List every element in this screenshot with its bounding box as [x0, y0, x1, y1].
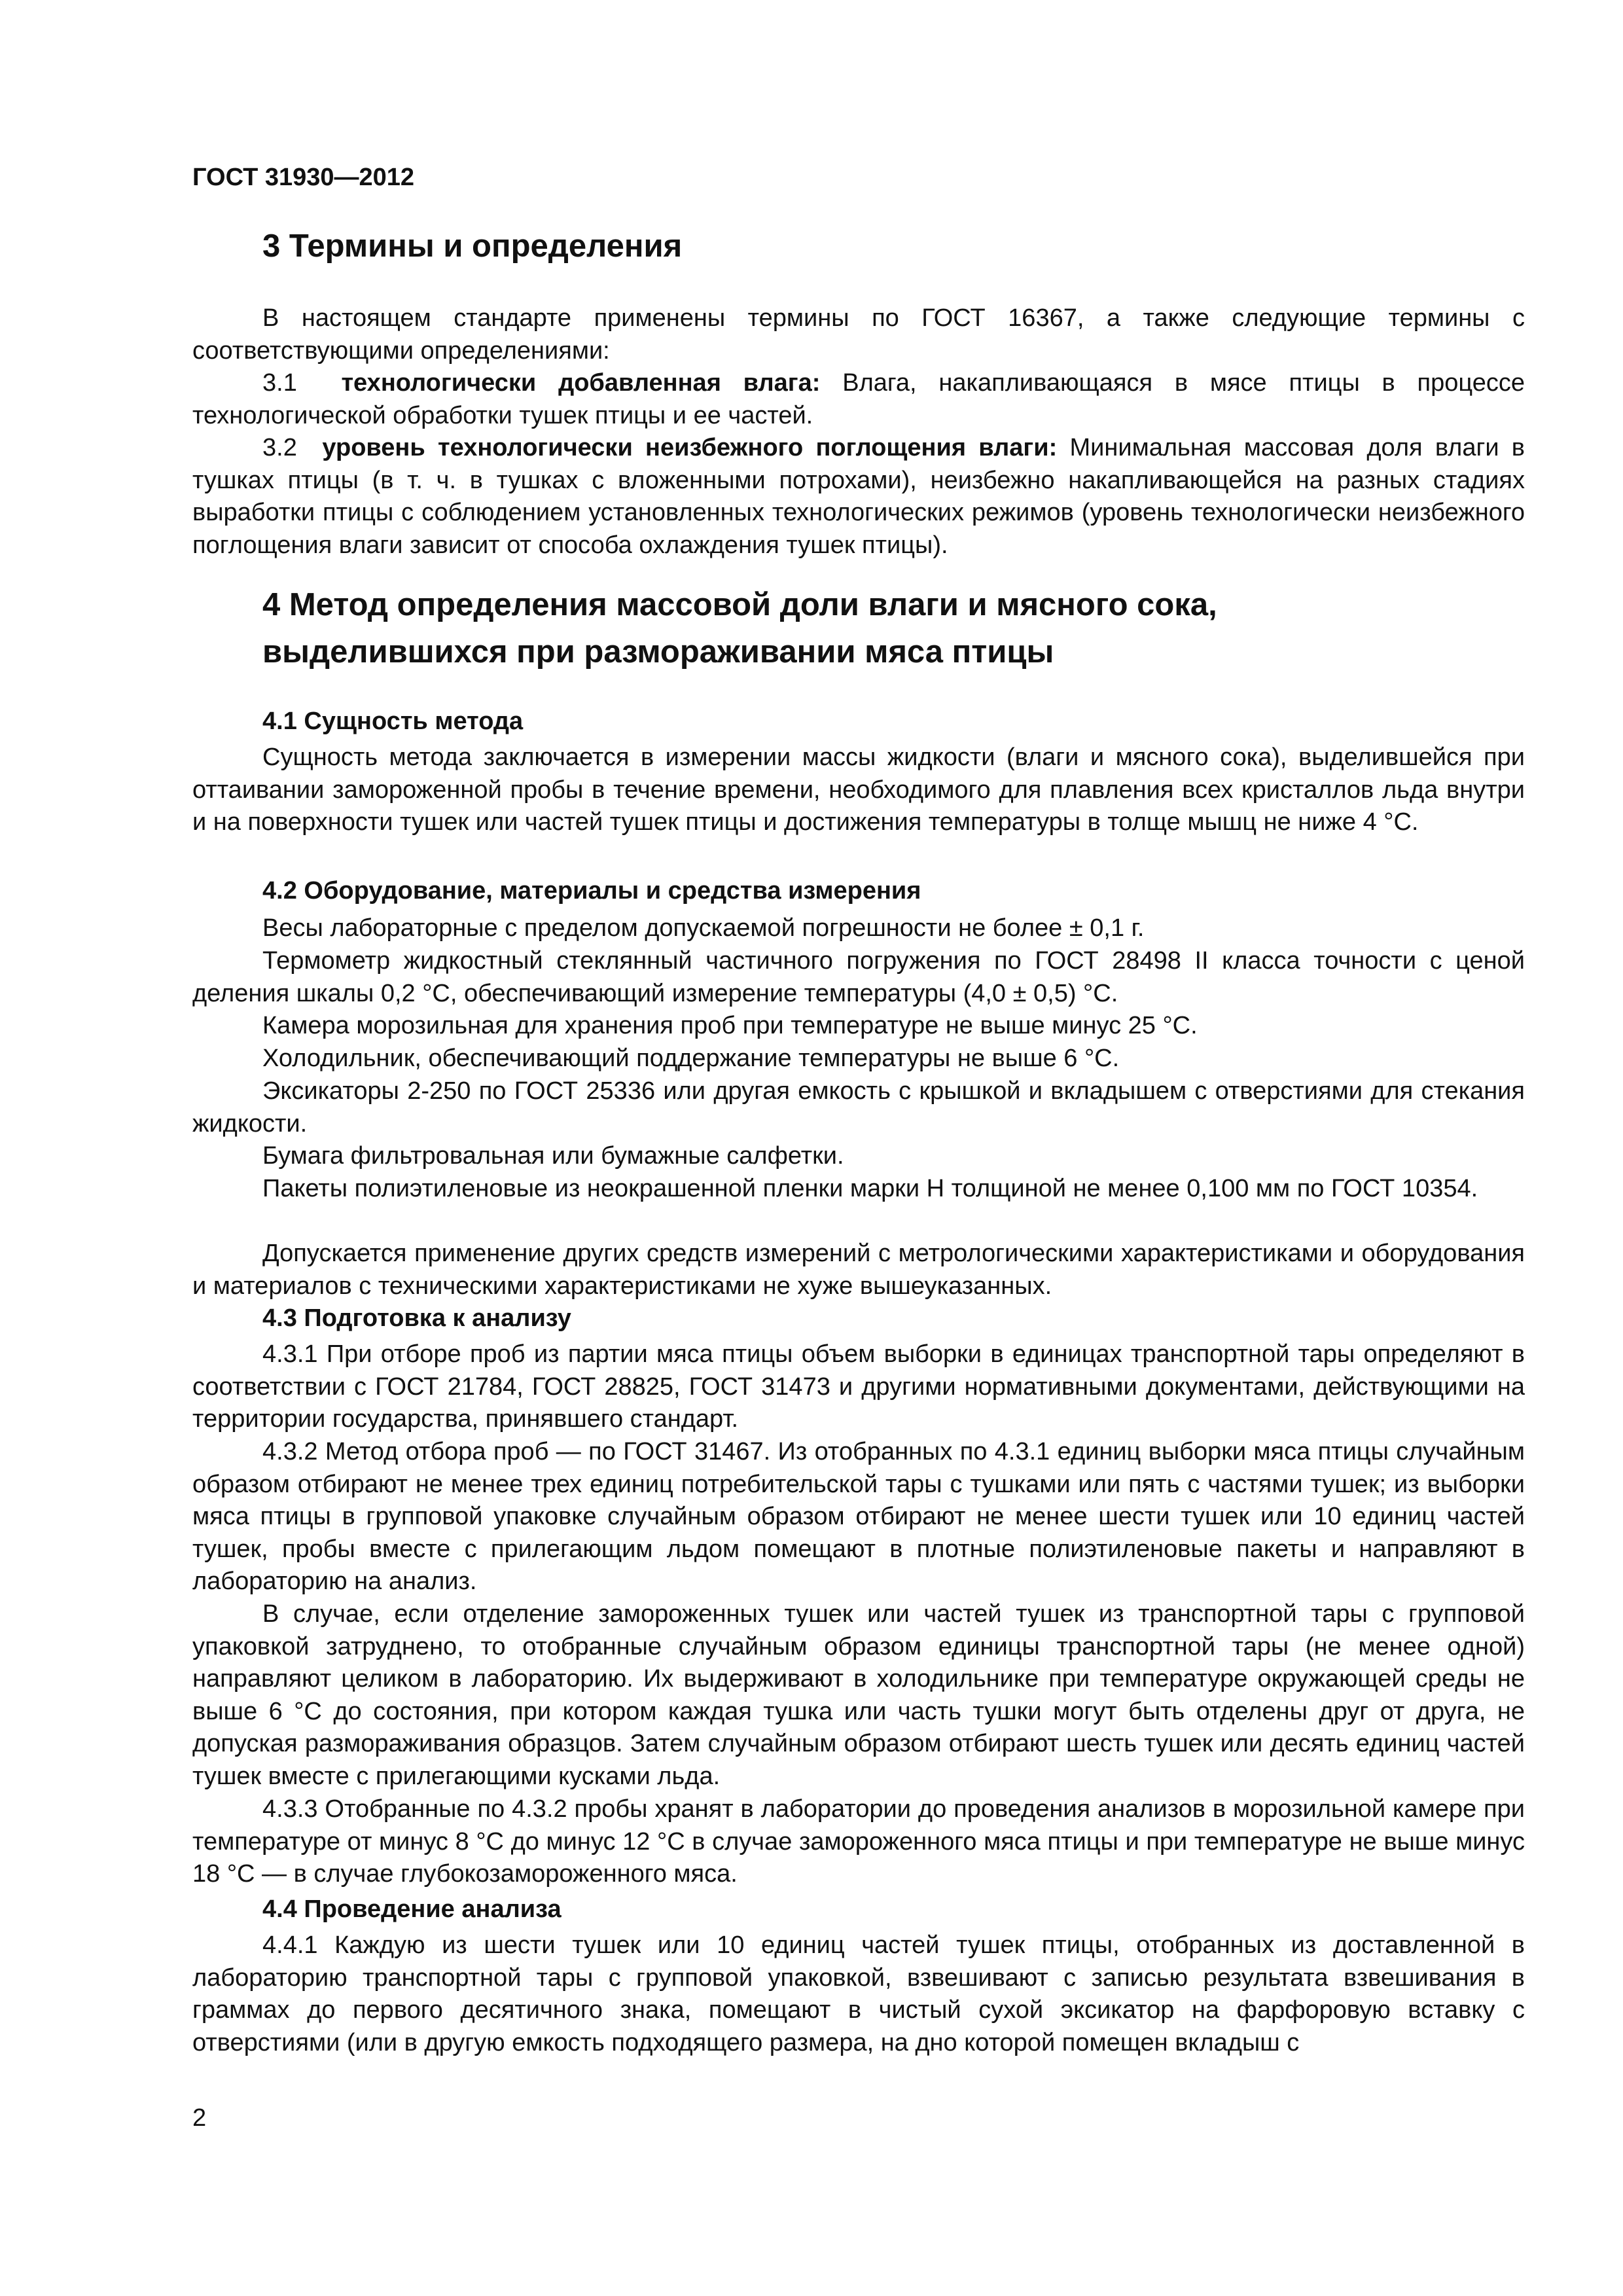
- paragraph-4-4-1: 4.4.1 Каждую из шести тушек или 10 единиц частей тушек птицы, отобранных из доставленной в лабораторию транспортной тары с групповой упаковкой, взвешивают с записью результата взвешивания в граммах до первого десятичного знака, помещают в чистый сухой эксикатор на фарфоровую вставку с отверстиями (или в другую емкость подходящего размера, на дно которой помещен вкладыш с: [192, 1931, 1525, 2056]
- section-4-title: [262, 581, 1571, 675]
- section-4-title-line1: 4 Метод определения массовой доли влаги и мясного сока,: [262, 587, 1217, 622]
- definition-term: уровень технологически неизбежного поглощения влаги:: [322, 434, 1058, 461]
- section-3-intro: В настоящем стандарте применены термины по ГОСТ 16367, а также следующие термины с соответствующими определениями:: [192, 304, 1525, 365]
- subsection-4-1-title: 4.1 Сущность метода: [262, 708, 524, 735]
- equipment-item: Эксикаторы 2-250 по ГОСТ 25336 или другая емкость с крышкой и вкладышем с отверстиями для стекания жидкости.: [192, 1077, 1525, 1138]
- paragraph-4-3-2-cont: В случае, если отделение замороженных тушек или частей тушек из транспортной тары с групповой упаковкой затруднено, то отобранные случайным образом единицы транспортной тары (не менее одной) направляют целиком в лабораторию. Их выдерживают в холодильнике при температуре окружающей среды не выше 6 °С до состояния, при котором каждая тушка или часть тушки могут быть отделены друг от друга, не допуская размораживания образцов. Затем случайным образом отбирают шесть тушек или десять единиц частей тушек вместе с прилегающими кусками льда.: [192, 1600, 1525, 1790]
- subsection-4-3-title: 4.3 Подготовка к анализу: [262, 1304, 571, 1332]
- equipment-item: Камера морозильная для хранения проб при температуре не выше минус 25 °С.: [262, 1012, 1198, 1039]
- section-3-title: 3 Термины и определения: [262, 228, 683, 264]
- section-4-title-line2: выделившихся при размораживании мяса птицы: [262, 634, 1054, 670]
- subsection-4-2-title: 4.2 Оборудование, материалы и средства измерения: [262, 877, 921, 905]
- paragraph-4-3-3: 4.3.3 Отобранные по 4.3.2 пробы хранят в лаборатории до проведения анализов в морозильной камере при температуре от минус 8 °С до минус 12 °С в случае замороженного мяса птицы и при температуре не выше минус 18 °С — в случае глубокозамороженного мяса.: [192, 1795, 1525, 1888]
- definition-number: 3.2: [262, 434, 297, 461]
- paragraph-4-3-1: 4.3.1 При отборе проб из партии мяса птицы объем выборки в единицах транспортной тары определяют в соответствии с ГОСТ 21784, ГОСТ 28825, ГОСТ 31473 и другими нормативными документами, действующими на территории государства, принявшего стандарт.: [192, 1340, 1525, 1433]
- paragraph-4-3-2: 4.3.2 Метод отбора проб — по ГОСТ 31467. Из отобранных по 4.3.1 единиц выборки мяса птицы случайным образом отбирают не менее трех единиц потребительской тары с тушками или пять с частями тушек; из выборки мяса птицы в групповой упаковке случайным образом отбирают не менее шести тушек или 10 единиц частей тушек, пробы вместе с прилегающим льдом помещают в плотные полиэтиленовые пакеты и направляют в лабораторию на анализ.: [192, 1438, 1525, 1596]
- definition-3-1: [192, 367, 1525, 432]
- document-id: ГОСТ 31930—2012: [192, 164, 415, 191]
- equipment-item: Допускается применение других средств измерений с метрологическими характеристиками и оборудования и материалов с техническими характеристиками не хуже вышеуказанных.: [192, 1240, 1525, 1300]
- equipment-item: Бумага фильтровальная или бумажные салфетки.: [262, 1142, 844, 1170]
- definition-number: 3.1: [262, 369, 297, 397]
- subsection-4-1-text: Сущность метода заключается в измерении массы жидкости (влаги и мясного сока), выделившейся при оттаивании замороженной пробы в течение времени, необходимого для плавления всех кристаллов льда внутри и на поверхности тушек или частей тушек птицы и достижения температуры в толще мышц не ниже 4 °С.: [192, 744, 1525, 836]
- equipment-item: Пакеты полиэтиленовые из неокрашенной пленки марки Н толщиной не менее 0,100 мм по ГОСТ 10354.: [262, 1175, 1478, 1202]
- definition-text: Влага, накапливающаяся в мясе птицы в процессе технологической обработки тушек птицы и ее частей.: [192, 369, 1525, 429]
- equipment-item: Весы лабораторные с пределом допускаемой погрешности не более ± 0,1 г.: [262, 914, 1145, 942]
- page-number: 2: [192, 2104, 207, 2132]
- definition-3-2: [192, 432, 1525, 562]
- definition-text: Минимальная массовая доля влаги в тушках птицы (в т. ч. в тушках с вложенными потрохами), неизбежно накапливающейся на разных стадиях выработки птицы с соблюдением установленных технологических режимов (уровень технологически неизбежного поглощения влаги зависит от способа охлаждения тушек птицы).: [192, 434, 1525, 559]
- equipment-item: Термометр жидкостный стеклянный частичного погружения по ГОСТ 28498 II класса точности с ценой деления шкалы 0,2 °С, обеспечивающий измерение температуры (4,0 ± 0,5) °С.: [192, 947, 1525, 1007]
- equipment-item: Холодильник, обеспечивающий поддержание температуры не выше 6 °С.: [262, 1045, 1120, 1072]
- definition-term: технологически добавленная влага:: [341, 369, 821, 397]
- subsection-4-4-title: 4.4 Проведение анализа: [262, 1895, 562, 1923]
